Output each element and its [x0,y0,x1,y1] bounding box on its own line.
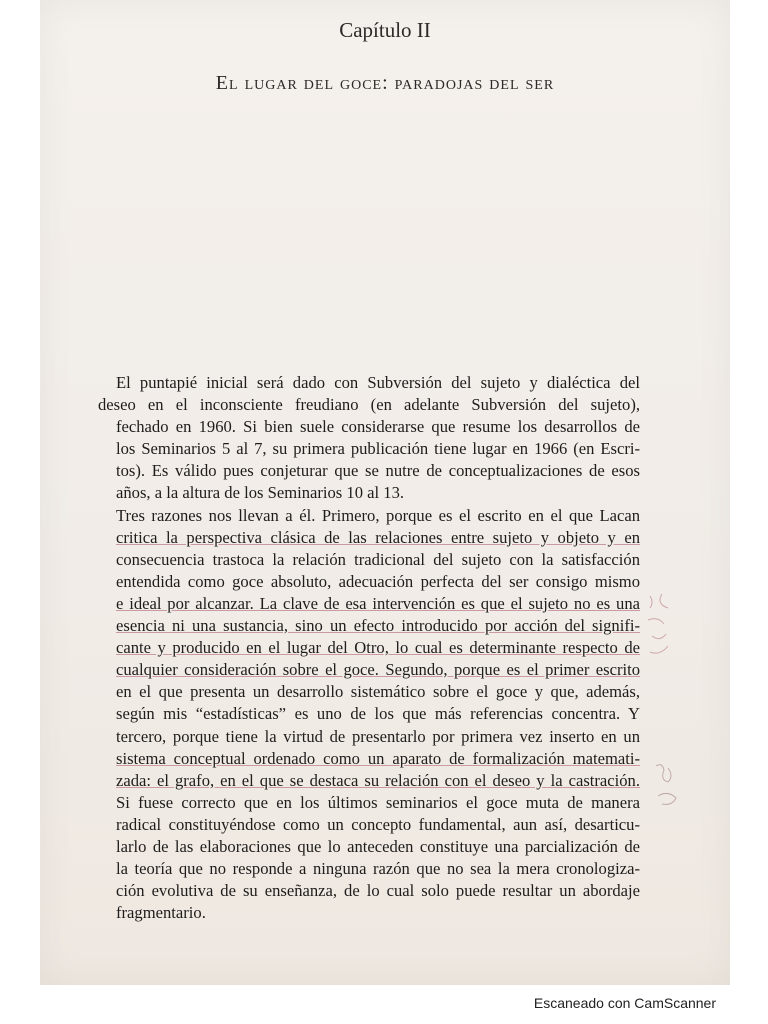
text-line: radical constituyéndose como un concepto fundamental, aun así, desarticu- [116,814,640,834]
text-line: años, a la altura de los Seminarios 10 al 13. [116,483,405,503]
text-line: ción evolutiva de su enseñanza, de lo cual solo puede resultar un abordaje [116,881,640,901]
scanned-page [40,0,730,985]
margin-scribble-icon [642,590,682,670]
text-line: fragmentario. [116,903,206,923]
text-line: critica la perspectiva clásica de las relaciones entre sujeto y objeto y en [116,527,640,547]
text-line: consecuencia trastoca la relación tradicional del sujeto con la satisfacción [116,549,640,569]
text-line: sistema conceptual ordenado como un aparato de formalización matemati- [116,748,640,768]
chapter-label: Capítulo II [339,18,431,42]
text-line: fechado en 1960. Si bien suele considerarse que resume los desarrollos de [116,417,640,437]
text-line: tos). Es válido pues conjeturar que se nutre de conceptualizaciones de esos [116,461,640,481]
text-line: cualquier consideración sobre el goce. Segundo, porque es el primer escrito [116,660,640,680]
text-line: cante y producido en el lugar del Otro, lo cual es determinante respecto de [116,638,640,658]
text-line: esencia ni una sustancia, sino un efecto introducido por acción del signifi- [116,616,640,636]
scanner-watermark: Escaneado con CamScanner [533,995,716,1011]
text-line: según mis “estadísticas” es uno de los que más referencias concentra. Y [116,704,640,724]
text-line: zada: el grafo, en el que se destaca su relación con el deseo y la castración. [116,770,640,790]
text-line: deseo en el inconsciente freudiano (en adelante Subversión del sujeto), [98,395,640,415]
text-line: Tres razones nos llevan a él. Primero, porque es el escrito en el que Lacan [116,505,640,525]
text-line: El puntapié inicial será dado con Subversión del sujeto y dialéctica del [116,373,640,392]
paragraph-2 [98,505,640,925]
text-line: los Seminarios 5 al 7, su primera publicación tiene lugar en 1966 (en Escri- [116,439,640,459]
text-line: tercero, porque tiene la virtud de presentarlo por primera vez inserto en un [116,726,640,746]
text-line: entendida como goce absoluto, adecuación perfecta del ser consigo mismo [116,571,640,591]
text-line: Si fuese correcto que en los últimos seminarios el goce muta de manera [116,792,640,812]
text-line: en el que presenta un desarrollo sistemático sobre el goce y que, además, [116,682,640,702]
chapter-title: El lugar del goce: paradojas del ser [215,72,555,94]
body-text [98,372,640,924]
text-line: la teoría que no responde a ninguna razón que no sea la mera cronologiza- [116,859,640,879]
text-line: larlo de las elaboraciones que lo anteceden constituye una parcialización de [116,836,640,856]
paragraph-1 [98,372,640,505]
margin-scribble-icon [650,760,686,820]
text-line: e ideal por alcanzar. La clave de esa intervención es que el sujeto no es una [116,593,640,613]
